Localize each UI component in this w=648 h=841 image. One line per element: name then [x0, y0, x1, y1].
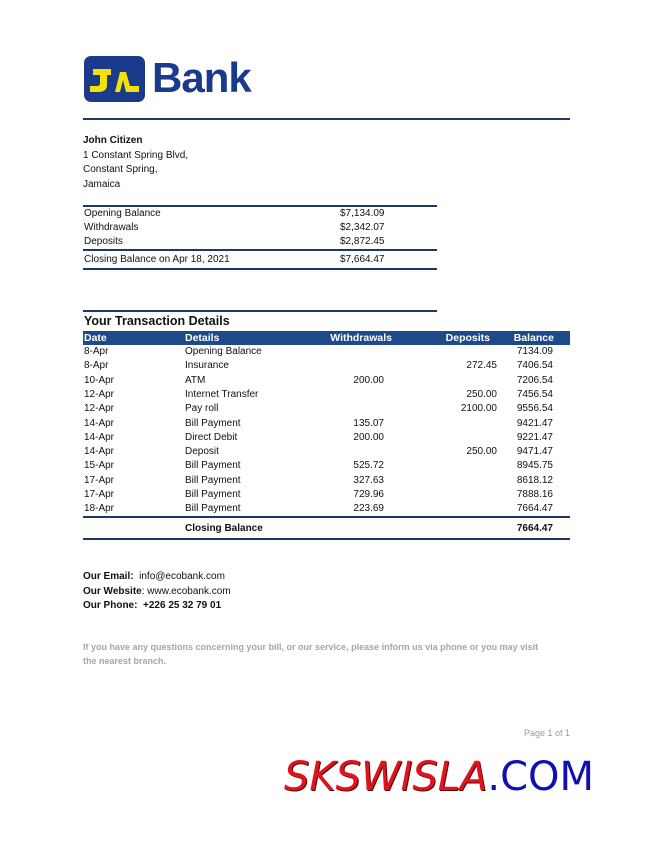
summary-bottom-rule: [83, 268, 437, 270]
header-balance: Balance: [513, 332, 554, 344]
header-divider: [83, 118, 570, 120]
cell-withdrawal: 135.07: [353, 417, 384, 429]
contact-phone: [83, 599, 231, 614]
summary-row-withdrawals: [83, 221, 437, 235]
summary-label: Opening Balance: [84, 208, 161, 219]
transactions-closing-rule: [83, 516, 570, 518]
cell-details: Bill Payment: [185, 503, 241, 515]
cell-withdrawal: 223.69: [353, 503, 384, 515]
email-value: info@ecobank.com: [139, 571, 225, 582]
cell-details: Opening Balance: [185, 346, 262, 357]
cell-deposit: 250.00: [466, 446, 497, 458]
cell-balance: 7206.54: [516, 374, 553, 386]
transactions-title: Your Transaction Details: [84, 314, 230, 328]
cell-date: 12-Apr: [84, 388, 115, 400]
table-row: [83, 402, 570, 416]
contact-info: [83, 570, 231, 614]
bank-logo-mark: [84, 56, 145, 102]
cell-deposit: 250.00: [466, 388, 497, 400]
cell-deposit: 272.45: [466, 360, 497, 372]
summary-value: $2,872.45: [340, 236, 385, 247]
website-label: Our Website: [83, 585, 142, 597]
cell-balance: 7134.09: [516, 346, 553, 357]
cell-balance: 8618.12: [516, 474, 553, 486]
cell-date: 14-Apr: [84, 446, 115, 458]
transactions-table-header: [83, 331, 570, 345]
cell-deposit: 2100.00: [460, 403, 497, 415]
header-date: Date: [84, 332, 107, 344]
cell-balance: 7888.16: [516, 489, 553, 500]
bank-name: Bank: [152, 54, 251, 101]
customer-address: [83, 134, 188, 192]
table-row: [83, 374, 570, 388]
email-label: Our Email:: [83, 571, 134, 582]
header-withdrawals: Withdrawals: [330, 332, 392, 344]
cell-date: 14-Apr: [84, 417, 115, 429]
address-line: Jamaica: [83, 178, 121, 190]
cell-balance: 7456.54: [516, 388, 553, 400]
summary-row-opening: [83, 207, 437, 221]
table-row: [83, 459, 570, 473]
summary-closing-label: Closing Balance on Apr 18, 2021: [84, 254, 230, 265]
table-row: [83, 417, 570, 431]
cell-balance: 7406.54: [516, 360, 553, 372]
cell-withdrawal: 729.96: [353, 489, 384, 500]
watermark-part2: .COM: [487, 754, 595, 800]
cell-details: Bill Payment: [185, 474, 241, 486]
cell-balance: 9556.54: [516, 403, 553, 415]
table-row: [83, 445, 570, 459]
table-row: [83, 502, 570, 516]
customer-name: John Citizen: [83, 135, 143, 146]
page-number: Page 1 of 1: [524, 728, 571, 738]
cell-date: 8-Apr: [84, 346, 109, 357]
address-line: 1 Constant Spring Blvd,: [83, 149, 189, 161]
cell-withdrawal: 525.72: [353, 460, 384, 472]
contact-website: [83, 585, 231, 600]
cell-date: 14-Apr: [84, 431, 115, 443]
closing-balance-value: 7664.47: [516, 523, 553, 534]
summary-row-deposits: [83, 235, 437, 249]
cell-details: Internet Transfer: [185, 388, 259, 400]
header-deposits: Deposits: [445, 332, 490, 344]
cell-balance: 8945.75: [516, 460, 553, 472]
cell-balance: 7664.47: [516, 503, 553, 515]
cell-date: 18-Apr: [84, 503, 115, 515]
cell-details: Bill Payment: [185, 460, 241, 472]
cell-balance: 9471.47: [516, 446, 553, 458]
table-row: [83, 345, 570, 359]
cell-date: 8-Apr: [84, 360, 109, 372]
phone-value: +226 25 32 79 01: [143, 600, 222, 611]
address-line: Constant Spring,: [83, 164, 158, 175]
cell-date: 10-Apr: [84, 374, 115, 386]
cell-details: ATM: [185, 374, 206, 386]
cell-details: Pay roll: [185, 403, 219, 415]
table-row: [83, 474, 570, 488]
cell-withdrawal: 200.00: [353, 374, 384, 386]
closing-balance-label: Closing Balance: [185, 523, 263, 534]
website-value: : www.ecobank.com: [141, 585, 231, 597]
cell-details: Direct Debit: [185, 431, 238, 443]
cell-date: 17-Apr: [84, 489, 115, 500]
summary-label: Deposits: [84, 236, 123, 247]
summary-value: $2,342.07: [340, 222, 385, 233]
jn-logo-icon: [84, 56, 145, 102]
cell-details: Insurance: [185, 360, 229, 372]
summary-label: Withdrawals: [84, 222, 139, 233]
closing-balance-row: [83, 522, 570, 536]
summary-row-closing: [83, 253, 437, 267]
cell-details: Bill Payment: [185, 489, 241, 500]
summary-closing-value: $7,664.47: [340, 254, 385, 265]
cell-date: 15-Apr: [84, 460, 115, 472]
phone-label: Our Phone:: [83, 600, 138, 611]
cell-balance: 9221.47: [516, 431, 553, 443]
table-row: [83, 431, 570, 445]
table-row: [83, 488, 570, 502]
watermark-part1: SKSWISLA: [284, 754, 488, 800]
table-row: [83, 359, 570, 373]
cell-withdrawal: 327.63: [353, 474, 384, 486]
cell-details: Bill Payment: [185, 417, 241, 429]
summary-value: $7,134.09: [340, 208, 385, 219]
transactions-top-rule: [83, 310, 437, 312]
cell-balance: 9421.47: [516, 417, 553, 429]
cell-date: 17-Apr: [84, 474, 115, 486]
disclaimer-text: If you have any questions concerning your bill, or our service, please inform us via phone or you may visit the nearest branch.: [83, 642, 539, 666]
header-details: Details: [185, 332, 220, 344]
summary-mid-rule: [83, 249, 437, 251]
watermark: [284, 752, 594, 802]
cell-date: 12-Apr: [84, 403, 115, 415]
contact-email: [83, 570, 231, 585]
table-row: [83, 388, 570, 402]
transactions-bottom-rule: [83, 538, 570, 540]
cell-withdrawal: 200.00: [353, 431, 384, 443]
cell-details: Deposit: [185, 446, 219, 458]
